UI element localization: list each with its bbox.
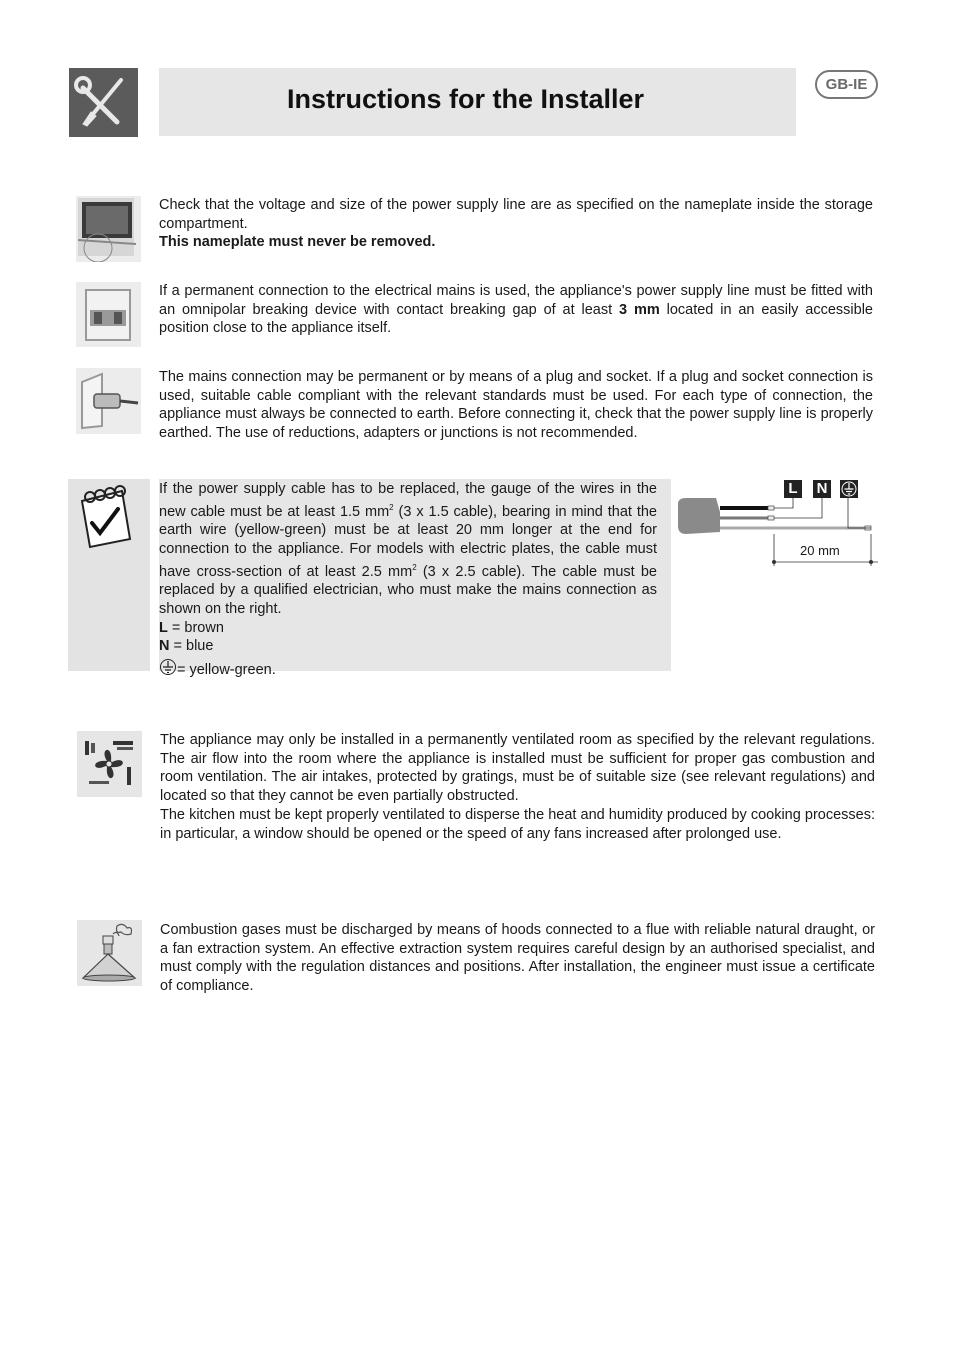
ventilation-text-1: The appliance may only be installed in a permanently ventilated room as specified by the relevant regulations. The air flow into the room where the appliance is installed must be sufficient for proper gas combustion and room ventilation. The air intakes, protected by gratings, must be of suitable size (see relevant regulations) and located so that they cannot be even partially obstructed. [160,732,875,805]
legend-blue: N = blue [159,638,214,655]
page-title: Instructions for the Installer [287,84,645,114]
earth-symbol-icon [840,480,858,498]
hood-icon [77,920,142,986]
ventilation-text-2: The kitchen must be kept properly ventilated to disperse the heat and humidity produced by cooking processes: in particular, a window should be opened or the speed of any fans increased after prolonged use. [160,806,875,842]
tools-icon [69,68,138,137]
breaker-text: If a permanent connection to the electrical mains is used, the appliance's power supply line must be fitted with an omnipolar breaking device with contact breaking gap of at least 3 mm located in an easily accessible position close to the appliance itself. [159,283,873,337]
label-l: L [784,480,802,498]
plug-socket-icon [76,368,141,434]
notepad-check-icon [76,483,140,554]
language-badge: GB-IE [815,70,878,99]
nameplate-icon [76,196,141,262]
label-n: N [813,480,831,498]
exhaust-text: Combustion gases must be discharged by means of hoods connected to a flue with reliable natural draught, or a fan extraction system. An effective extraction system requires careful design by an authorised specialist, and must comply with the regulation distances and positions. After installation, the engineer must issue a certificate of compliance. [160,922,875,995]
cable-text: If the power supply cable has to be replaced, the gauge of the wires in the new cable must be at least 1.5 $mm^2$ (3 x 1.5 cable), bearing in mind that the earth wire (yellow-green) must be at least 20 mm longer at the end for connection to the appliance. For models with electric plates, the cable must have cross-section of at least 2.5 $mm^2$ (3 x 2.5 cable). The cable must be replaced by a qualified electrician, who must make the mains connection as shown on the right. [159,481,657,617]
wiring-diagram [676,476,886,572]
plug-text: The mains connection may be permanent or by means of a plug and socket. If a plug and socket connection is used, suitable cable compliant with the relevant standards must be used. For each type of connection, the appliance must always be connected to earth. Before connecting it, check that the power supply line is properly earthed. The use of reductions, adapters or junctions is not recommended. [159,369,873,442]
note-icon-panel [68,479,150,671]
breaker-switch-icon [76,282,141,347]
legend-brown: L = brown [159,619,224,636]
breaker-gap: 3 mm [619,301,660,318]
dimension-label: 20 mm [800,543,840,558]
fan-icon [77,731,142,797]
nameplate-text: Check that the voltage and size of the power supply line are as specified on the nameplate inside the storage compartment. [159,197,873,232]
nameplate-warning: This nameplate must never be removed. [159,234,436,251]
legend-earth: = yellow-green. [159,658,657,682]
earth-symbol-icon [159,658,177,682]
